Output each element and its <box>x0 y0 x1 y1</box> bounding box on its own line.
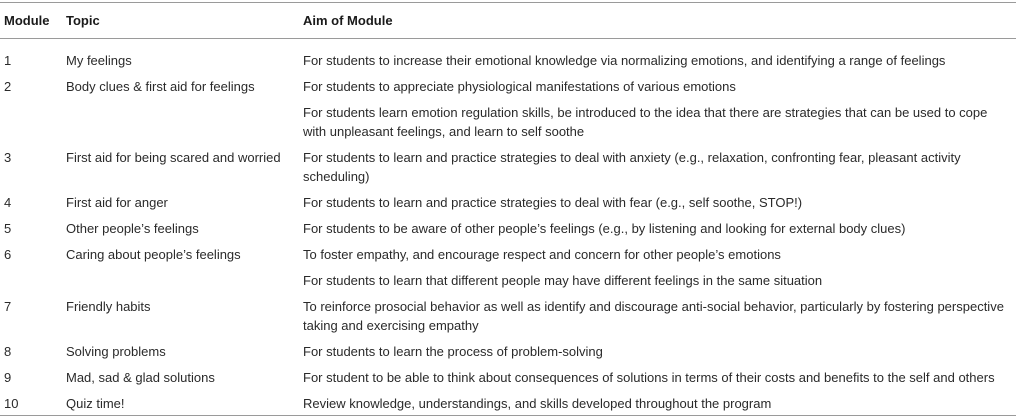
aim-cell: For students to appreciate physiological manifestations of various emotions <box>303 79 736 94</box>
table-row <box>0 363 1016 389</box>
topic-cell: My feelings <box>66 53 132 68</box>
header-row <box>0 3 1016 39</box>
module-cell: 10 <box>4 396 19 411</box>
topic-cell: Mad, sad & glad solutions <box>66 370 215 385</box>
module-cell <box>0 98 63 143</box>
topic-cell: Solving problems <box>66 344 166 359</box>
table-row <box>0 266 1016 292</box>
aim-cell: For student to be able to think about consequences of solutions in terms of their costs and benefits to the self and others <box>303 370 995 385</box>
aim-cell: To reinforce prosocial behavior as well as identify and discourage anti-social behavior, particularly by fostering perspective taking and exercising empathy <box>303 299 1004 333</box>
table-row <box>0 337 1016 363</box>
table-row <box>0 214 1016 240</box>
aim-cell: For students to learn the process of problem-solving <box>303 344 603 359</box>
table-row <box>0 188 1016 214</box>
aim-cell: For students to be aware of other people’s feelings (e.g., by listening and looking for external body clues) <box>303 221 906 236</box>
topic-cell <box>63 98 299 143</box>
aim-cell: Review knowledge, understandings, and skills developed throughout the program <box>303 396 772 411</box>
header-aim: Aim of Module <box>303 13 393 28</box>
table-row <box>0 98 1016 143</box>
table-row <box>0 72 1016 98</box>
table-row <box>0 143 1016 188</box>
aim-cell: For students to learn and practice strategies to deal with anxiety (e.g., relaxation, confronting fear, pleasant activity scheduling) <box>303 150 961 184</box>
header-module: Module <box>4 13 50 28</box>
module-cell: 1 <box>4 53 12 68</box>
module-cell <box>0 266 63 292</box>
aim-cell: To foster empathy, and encourage respect and concern for other people’s emotions <box>303 247 781 262</box>
topic-cell: Friendly habits <box>66 299 151 314</box>
module-cell: 6 <box>4 247 12 262</box>
table-row <box>0 389 1016 416</box>
module-cell: 7 <box>4 299 12 314</box>
module-cell: 9 <box>4 370 12 385</box>
topic-cell: Caring about people’s feelings <box>66 247 241 262</box>
topic-cell: Body clues & first aid for feelings <box>66 79 255 94</box>
topic-cell: Other people’s feelings <box>66 221 199 236</box>
topic-cell <box>63 266 299 292</box>
module-cell: 4 <box>4 195 12 210</box>
header-topic: Topic <box>66 13 100 28</box>
table-row <box>0 39 1016 73</box>
table-row <box>0 292 1016 337</box>
topic-cell: First aid for anger <box>66 195 168 210</box>
aim-cell: For students to learn that different people may have different feelings in the same situation <box>303 273 823 288</box>
module-cell: 8 <box>4 344 12 359</box>
table-row <box>0 240 1016 266</box>
topic-cell: First aid for being scared and worried <box>66 150 281 165</box>
aim-cell: For students to increase their emotional knowledge via normalizing emotions, and identifying a range of feelings <box>303 53 946 68</box>
modules-table <box>0 2 1016 416</box>
module-cell: 2 <box>4 79 12 94</box>
topic-cell: Quiz time! <box>66 396 125 411</box>
module-cell: 5 <box>4 221 12 236</box>
module-cell: 3 <box>4 150 12 165</box>
aim-cell: For students learn emotion regulation skills, be introduced to the idea that there are strategies that can be used to cope with unpleasant feelings, and learn to self soothe <box>303 105 988 139</box>
aim-cell: For students to learn and practice strategies to deal with fear (e.g., self soothe, STOP!) <box>303 195 803 210</box>
